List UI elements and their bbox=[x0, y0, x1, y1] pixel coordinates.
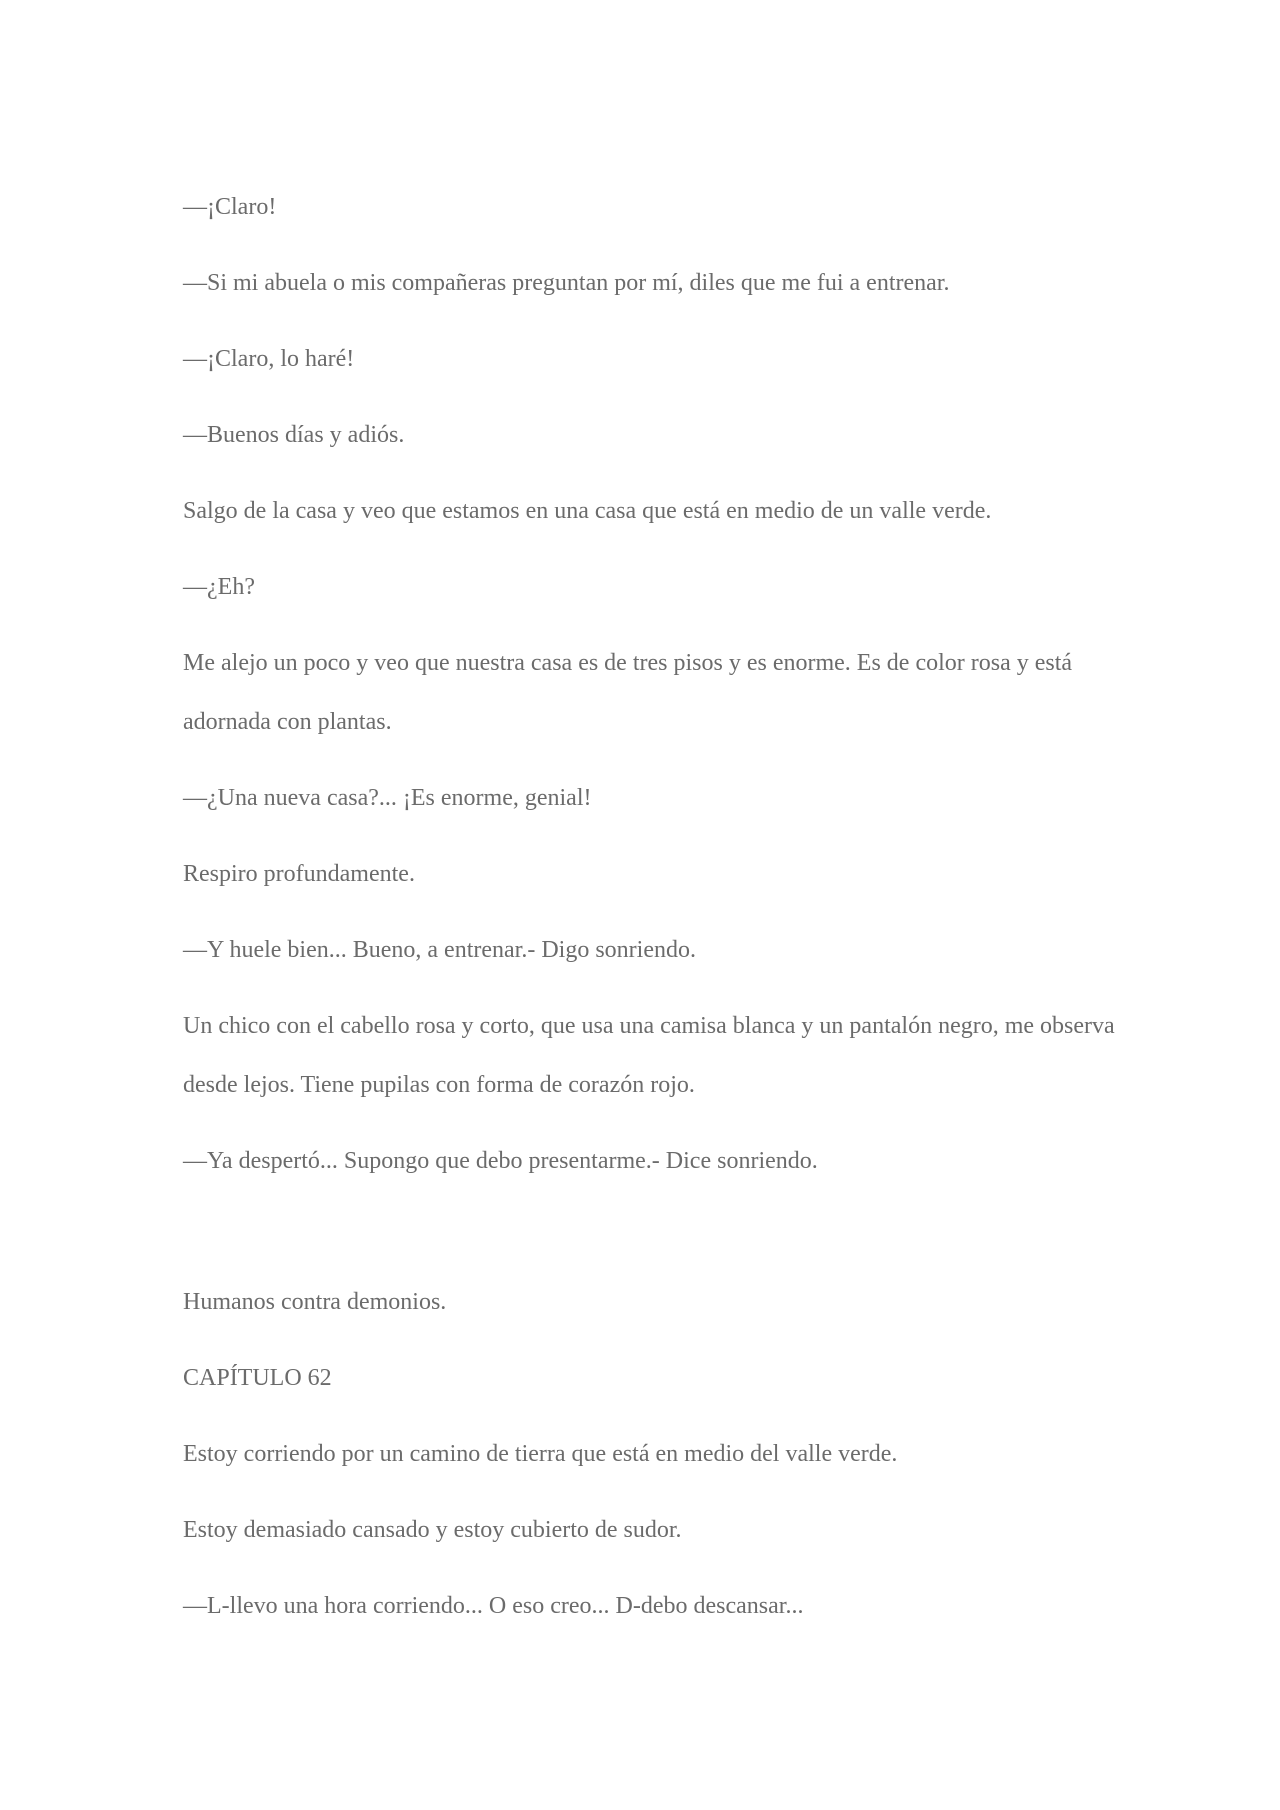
paragraph: —Si mi abuela o mis compañeras preguntan por mí, diles que me fui a entrenar. bbox=[183, 270, 950, 296]
paragraph: Me alejo un poco y veo que nuestra casa es de tres pisos y es enorme. Es de color rosa y está adornada con plantas. bbox=[183, 650, 1073, 735]
paragraph: Respiro profundamente. bbox=[183, 861, 415, 887]
paragraph: —¡Claro, lo haré! bbox=[183, 346, 355, 372]
paragraph: —¡Claro! bbox=[183, 194, 277, 220]
paragraph: Estoy corriendo por un camino de tierra que está en medio del valle verde. bbox=[183, 1441, 898, 1467]
document-body bbox=[183, 178, 1123, 1653]
paragraph: —Buenos días y adiós. bbox=[183, 422, 405, 448]
book-title: Humanos contra demonios. bbox=[183, 1289, 447, 1315]
paragraph: Estoy demasiado cansado y estoy cubierto de sudor. bbox=[183, 1517, 682, 1543]
paragraph: —Ya despertó... Supongo que debo presentarme.- Dice sonriendo. bbox=[183, 1148, 818, 1174]
chapter-heading: CAPÍTULO 62 bbox=[183, 1365, 332, 1391]
paragraph: —¿Una nueva casa?... ¡Es enorme, genial! bbox=[183, 785, 592, 811]
paragraph: Salgo de la casa y veo que estamos en una casa que está en medio de un valle verde. bbox=[183, 498, 992, 524]
paragraph: —¿Eh? bbox=[183, 574, 255, 600]
paragraph: —L-llevo una hora corriendo... O eso creo... D-debo descansar... bbox=[183, 1593, 804, 1619]
section-gap bbox=[183, 1208, 1123, 1273]
paragraph: Un chico con el cabello rosa y corto, que usa una camisa blanca y un pantalón negro, me observa desde lejos. Tiene pupilas con forma de corazón rojo. bbox=[183, 1013, 1115, 1098]
paragraph: —Y huele bien... Bueno, a entrenar.- Digo sonriendo. bbox=[183, 937, 696, 963]
